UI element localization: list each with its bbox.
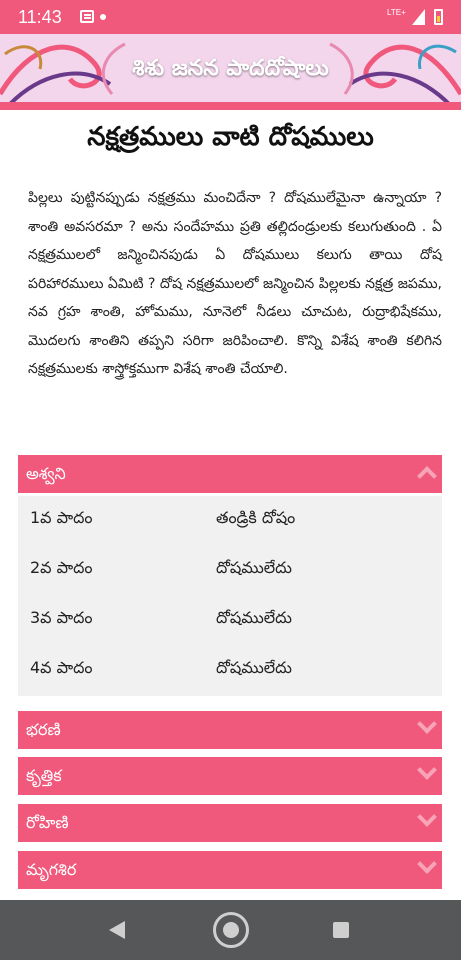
accordion-header-bharani[interactable] <box>18 711 442 749</box>
chevron-down-icon[interactable] <box>417 714 437 734</box>
padam-name: 1వ పాదం <box>30 508 93 527</box>
notification-dot-icon <box>100 14 106 20</box>
chevron-down-icon[interactable] <box>417 854 437 874</box>
accordion-header-krittika[interactable] <box>18 757 442 795</box>
padam-dosha: దోషములేదు <box>216 558 292 577</box>
chevron-down-icon[interactable] <box>417 807 437 827</box>
status-bar <box>0 0 461 34</box>
padam-row <box>18 596 442 644</box>
network-type-label: LTE+ <box>387 8 406 17</box>
banner-bottom-strip <box>0 102 461 110</box>
accordion-header-mrigashira[interactable] <box>18 851 442 889</box>
padam-name: 4వ పాదం <box>30 658 93 677</box>
accordion-label: కృత్తిక <box>26 766 62 785</box>
app-title: శిశు జనన పాదదోషాలు <box>132 56 329 81</box>
accordion-header-rohini[interactable] <box>18 804 442 842</box>
accordion-label: మృగశిర <box>26 860 77 879</box>
chevron-up-icon[interactable] <box>417 466 437 486</box>
padam-list-ashwini <box>18 496 442 696</box>
padam-row <box>18 646 442 694</box>
battery-icon <box>434 9 443 25</box>
padam-name: 2వ పాదం <box>30 558 93 577</box>
accordion-label: అశ్వని <box>26 464 66 483</box>
page-title: నక్షత్రములు వాటి దోషములు <box>87 122 374 152</box>
padam-row <box>18 546 442 594</box>
accordion-header-ashwini[interactable] <box>18 455 442 493</box>
padam-dosha: తండ్రికి దోషం <box>216 508 296 527</box>
message-icon <box>80 10 94 23</box>
intro-paragraph: పిల్లలు పుట్టినప్పుడు నక్షత్రము మంచిదేనా ? దోషములేమైనా ఉన్నాయా ? శాంతి అవసరమా ? అను సందేహము ప్రతి తల్లిదండ్రులకు కలుగుతుంది . ఏ నక్షత్రములలో జన్మించినపుడు ఏ దోషములు కలుగు తాయి దోష పరిహారములు ఏమిటి ? దోష నక్షత్రములలో జన్మించిన పిల్లలకు నక్షత్ర జపము, నవ గ్రహ శాంతి, హోమము, నూనెలో నీడలు చూచుట, రుద్రాభిషేకము, మొదలగు శాంతిని తప్పని సరిగా జరిపించాలి. కొన్ని విశేష శాంతి కలిగిన నక్షత్రములకు శాస్త్రోక్తముగా విశేష శాంతి చేయాలి. <box>28 190 442 377</box>
padam-dosha: దోషములేదు <box>216 608 292 627</box>
system-navigation-bar <box>0 900 461 960</box>
signal-icon <box>412 9 425 25</box>
chevron-down-icon[interactable] <box>417 760 437 780</box>
recent-apps-icon[interactable] <box>333 922 349 938</box>
padam-name: 3వ పాదం <box>30 608 93 627</box>
back-icon[interactable] <box>109 921 125 939</box>
padam-row <box>18 496 442 544</box>
accordion-label: రోహిణి <box>26 813 69 832</box>
app-header-banner <box>0 34 461 110</box>
status-time: 11:43 <box>18 7 62 27</box>
accordion-label: భరణి <box>26 720 61 739</box>
home-icon[interactable] <box>213 912 249 948</box>
padam-dosha: దోషములేదు <box>216 658 292 677</box>
